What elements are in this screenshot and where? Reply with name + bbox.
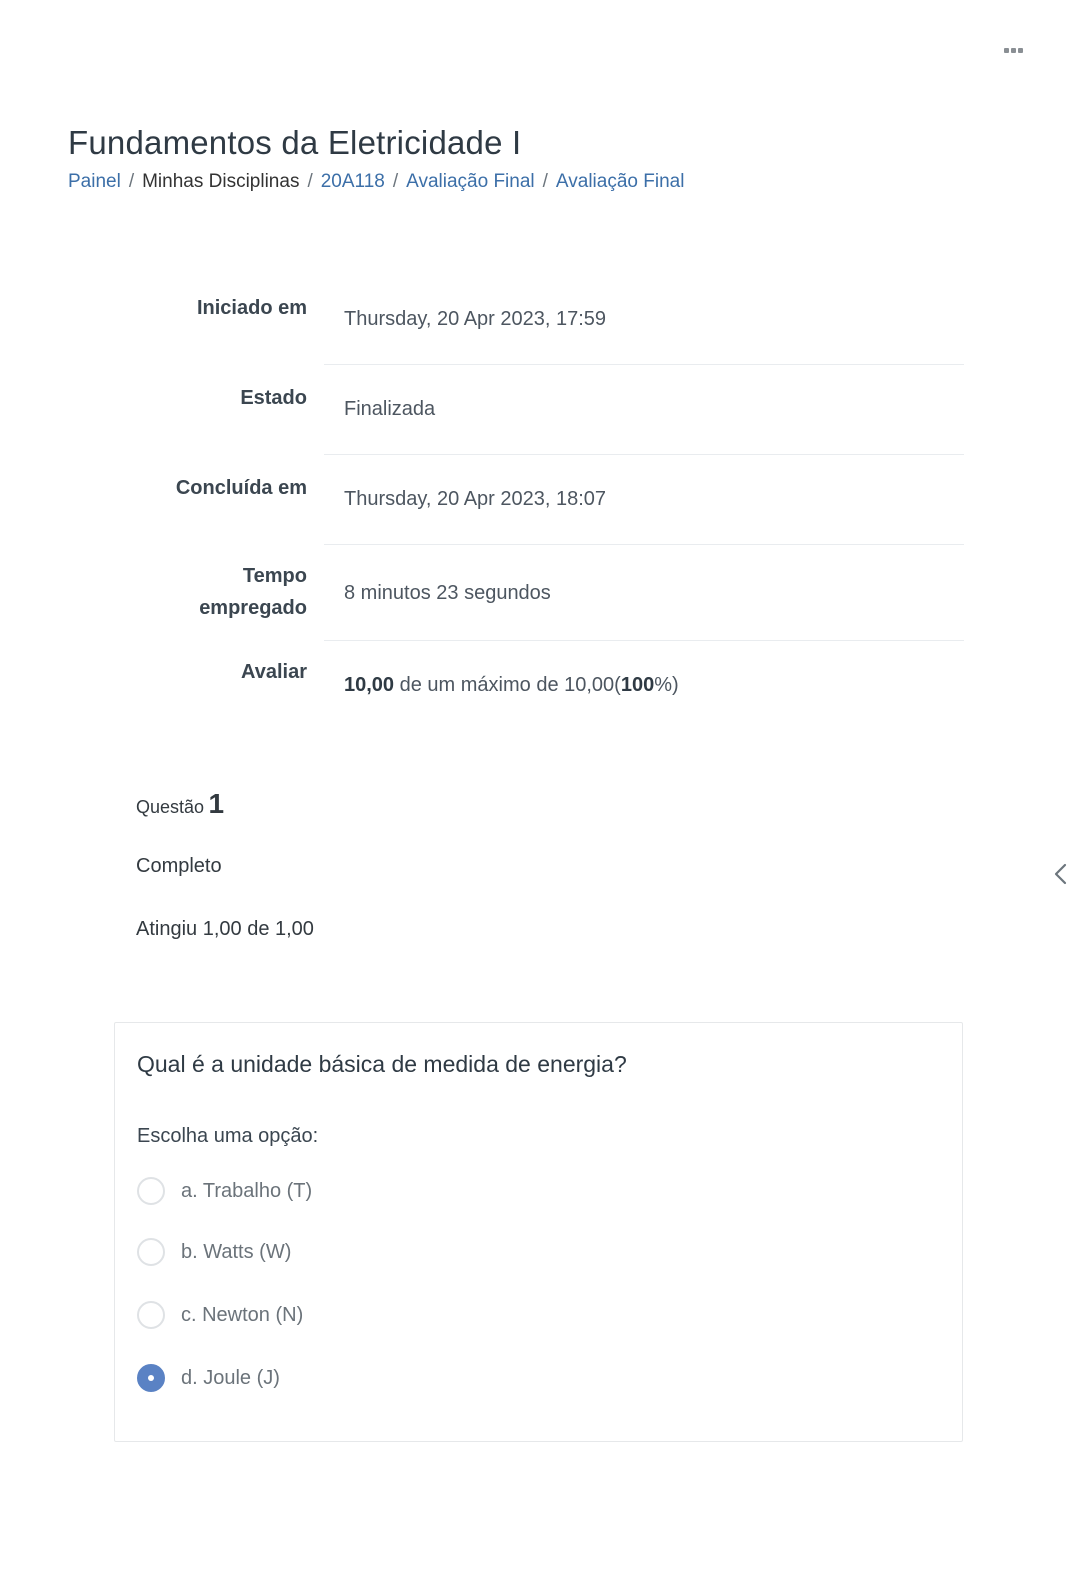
completed-value: Thursday, 20 Apr 2023, 18:07 — [344, 488, 607, 510]
page-title: Fundamentos da Eletricidade I — [68, 124, 522, 161]
option-label: b. Watts (W) — [181, 1240, 292, 1263]
answer-prompt: Escolha uma opção: — [137, 1125, 319, 1147]
state-label: Estado — [240, 387, 307, 409]
time-label: Tempo empregado — [199, 565, 307, 619]
breadcrumb-separator: / — [128, 171, 135, 192]
breadcrumb-separator: / — [392, 171, 399, 192]
breadcrumb-separator: / — [542, 171, 548, 192]
chevron-left-icon[interactable] — [1052, 862, 1070, 886]
option-c[interactable] — [137, 1301, 303, 1329]
more-menu-icon[interactable] — [996, 36, 1030, 64]
question-text: Qual é a unidade básica de medida de energia? — [137, 1051, 627, 1077]
breadcrumb-minhas-disciplinas: Minhas Disciplinas — [142, 171, 300, 192]
grade-value: 10,00 de um máximo de 10,00(100%) — [344, 674, 679, 696]
time-value: 8 minutos 23 segundos — [344, 582, 551, 604]
question-status: Completo — [136, 855, 222, 877]
radio-unselected-icon[interactable] — [137, 1238, 165, 1266]
breadcrumb-course[interactable]: 20A118 — [320, 171, 385, 192]
grade-label: Avaliar — [241, 661, 307, 683]
question-number: Questão 1 — [136, 788, 225, 819]
option-a[interactable] — [137, 1177, 312, 1205]
option-label: a. Trabalho (T) — [181, 1179, 313, 1202]
question-card — [114, 1022, 963, 1442]
breadcrumb-quiz[interactable]: Avaliação Final — [555, 171, 685, 192]
started-label: Iniciado em — [196, 297, 307, 319]
option-d[interactable] — [137, 1364, 280, 1392]
option-label: d. Joule (J) — [181, 1366, 280, 1389]
breadcrumb-separator: / — [307, 171, 313, 192]
option-label: c. Newton (N) — [181, 1303, 304, 1326]
breadcrumb-section[interactable]: Avaliação Final — [406, 171, 535, 192]
radio-unselected-icon[interactable] — [137, 1301, 165, 1329]
breadcrumb-painel[interactable]: Painel — [68, 171, 121, 192]
completed-label: Concluída em — [175, 477, 307, 499]
question-mark: Atingiu 1,00 de 1,00 — [136, 918, 314, 940]
radio-unselected-icon[interactable] — [137, 1177, 165, 1205]
state-value: Finalizada — [344, 398, 436, 420]
option-b[interactable] — [137, 1238, 291, 1266]
radio-selected-icon[interactable] — [137, 1364, 165, 1392]
breadcrumb — [68, 171, 684, 193]
started-value: Thursday, 20 Apr 2023, 17:59 — [344, 308, 607, 330]
